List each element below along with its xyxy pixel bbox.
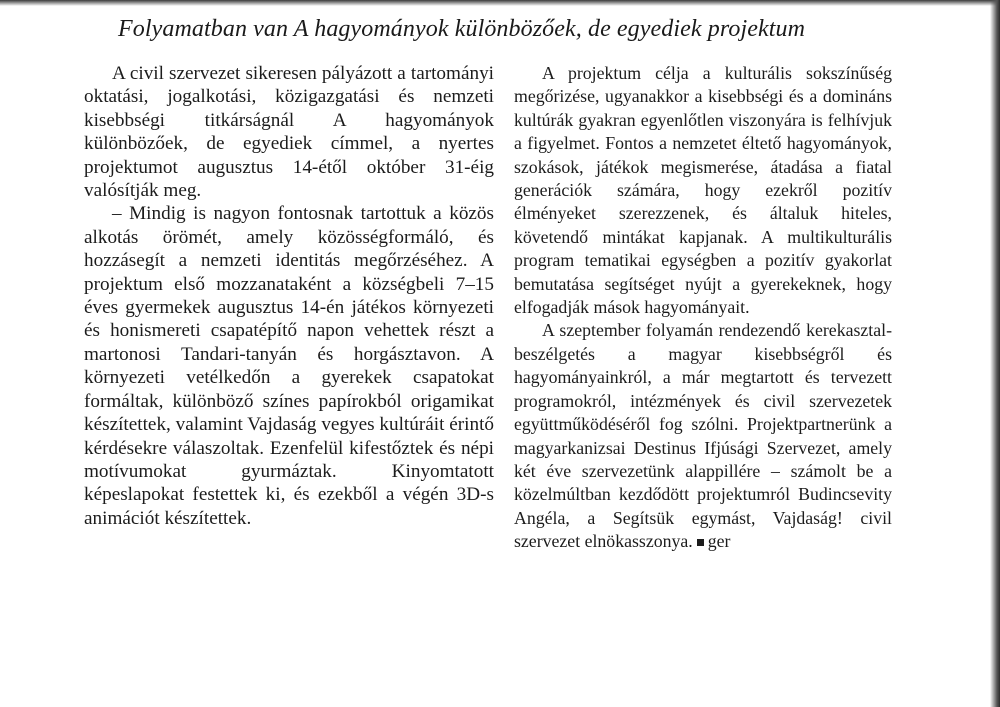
scan-shadow-right xyxy=(990,0,1000,707)
right-paragraph-1: A projektum célja a kulturális sokszínűség megőrizése, ugyanakkor a kisebbségi és a domináns kultúrák gyakran egyenlőtlen viszonyára is felhívjuk a figyelmet. Fontos a nemzetet éltető hagyományok, szokások, játékok megismerése, átadása a fiatal generációk számára, hogy ezekről pozitív élményeket szerezzenek, és általuk hiteles, követendő mintákat kapjanak. A multikulturális program tematikai egységben a pozitív gyakorlat bemutatása segítséget nyújt a gyerekeknek, hogy elfogadják mások hagyományait. xyxy=(514,63,892,318)
right-paragraph-2-text: A szeptember folyamán rendezendő kerekasztal-beszélgetés a magyar kisebbségről és hagyományainkról, a már megtartott és tervezett programokról, intézmények és civil szervezetek együttműködéséről fog szólni. Projektpartnerünk a magyarkanizsai Destinus Ifjúsági Szervezet, amely két éve szervezetünk alappillére – számolt be a közelmúltban kezdődött projektumról Budincsevity Angéla, a Segítsük egymást, Vajdaság! civil szervezet elnökasszonya. xyxy=(514,320,892,552)
left-paragraph-1: A civil szervezet sikeresen pályázott a tartományi oktatási, jogalkotási, közigazgatási és nemzeti kisebbségi titkárságnál A hagyományok különbözőek, de egyediek címmel, a nyertes projektumot augusztus 14-étől október 31-éig valósítják meg. xyxy=(84,63,494,202)
right-column xyxy=(514,62,892,554)
article-headline: Folyamatban van A hagyományok különbözőek, de egyediek projektum xyxy=(118,16,806,42)
left-paragraph-2: – Mindig is nagyon fontosnak tartottuk a közös alkotás örömét, amely közösségformáló, és hozzásegít a nemzeti identitás megőrzéséhez. A projektum első mozzanataként a községbeli 7–15 éves gyermekek augusztus 14-én játékos környezeti és honismereti csapatépítő napon vehettek részt a martonosi Tandari-tanyán és horgásztavon. A környezeti vetélkedőn a gyerekek csapatokat formáltak, különböző színes papírokból origamikat készítettek, valamint Vajdaság vegyes kultúráit érintő kérdésekre válaszoltak. Ezenfelül kifestőztek és népi motívumokat gyurmáztak. Kinyomtatott képeslapokat festettek ki, és ezekből a végén 3D-s animációt készítettek. xyxy=(84,203,494,529)
left-column xyxy=(84,62,494,530)
scan-shadow-top xyxy=(0,0,1000,6)
end-of-article-square-icon xyxy=(697,539,704,546)
right-paragraph-2 xyxy=(514,319,892,553)
author-signature: ger xyxy=(707,531,731,552)
